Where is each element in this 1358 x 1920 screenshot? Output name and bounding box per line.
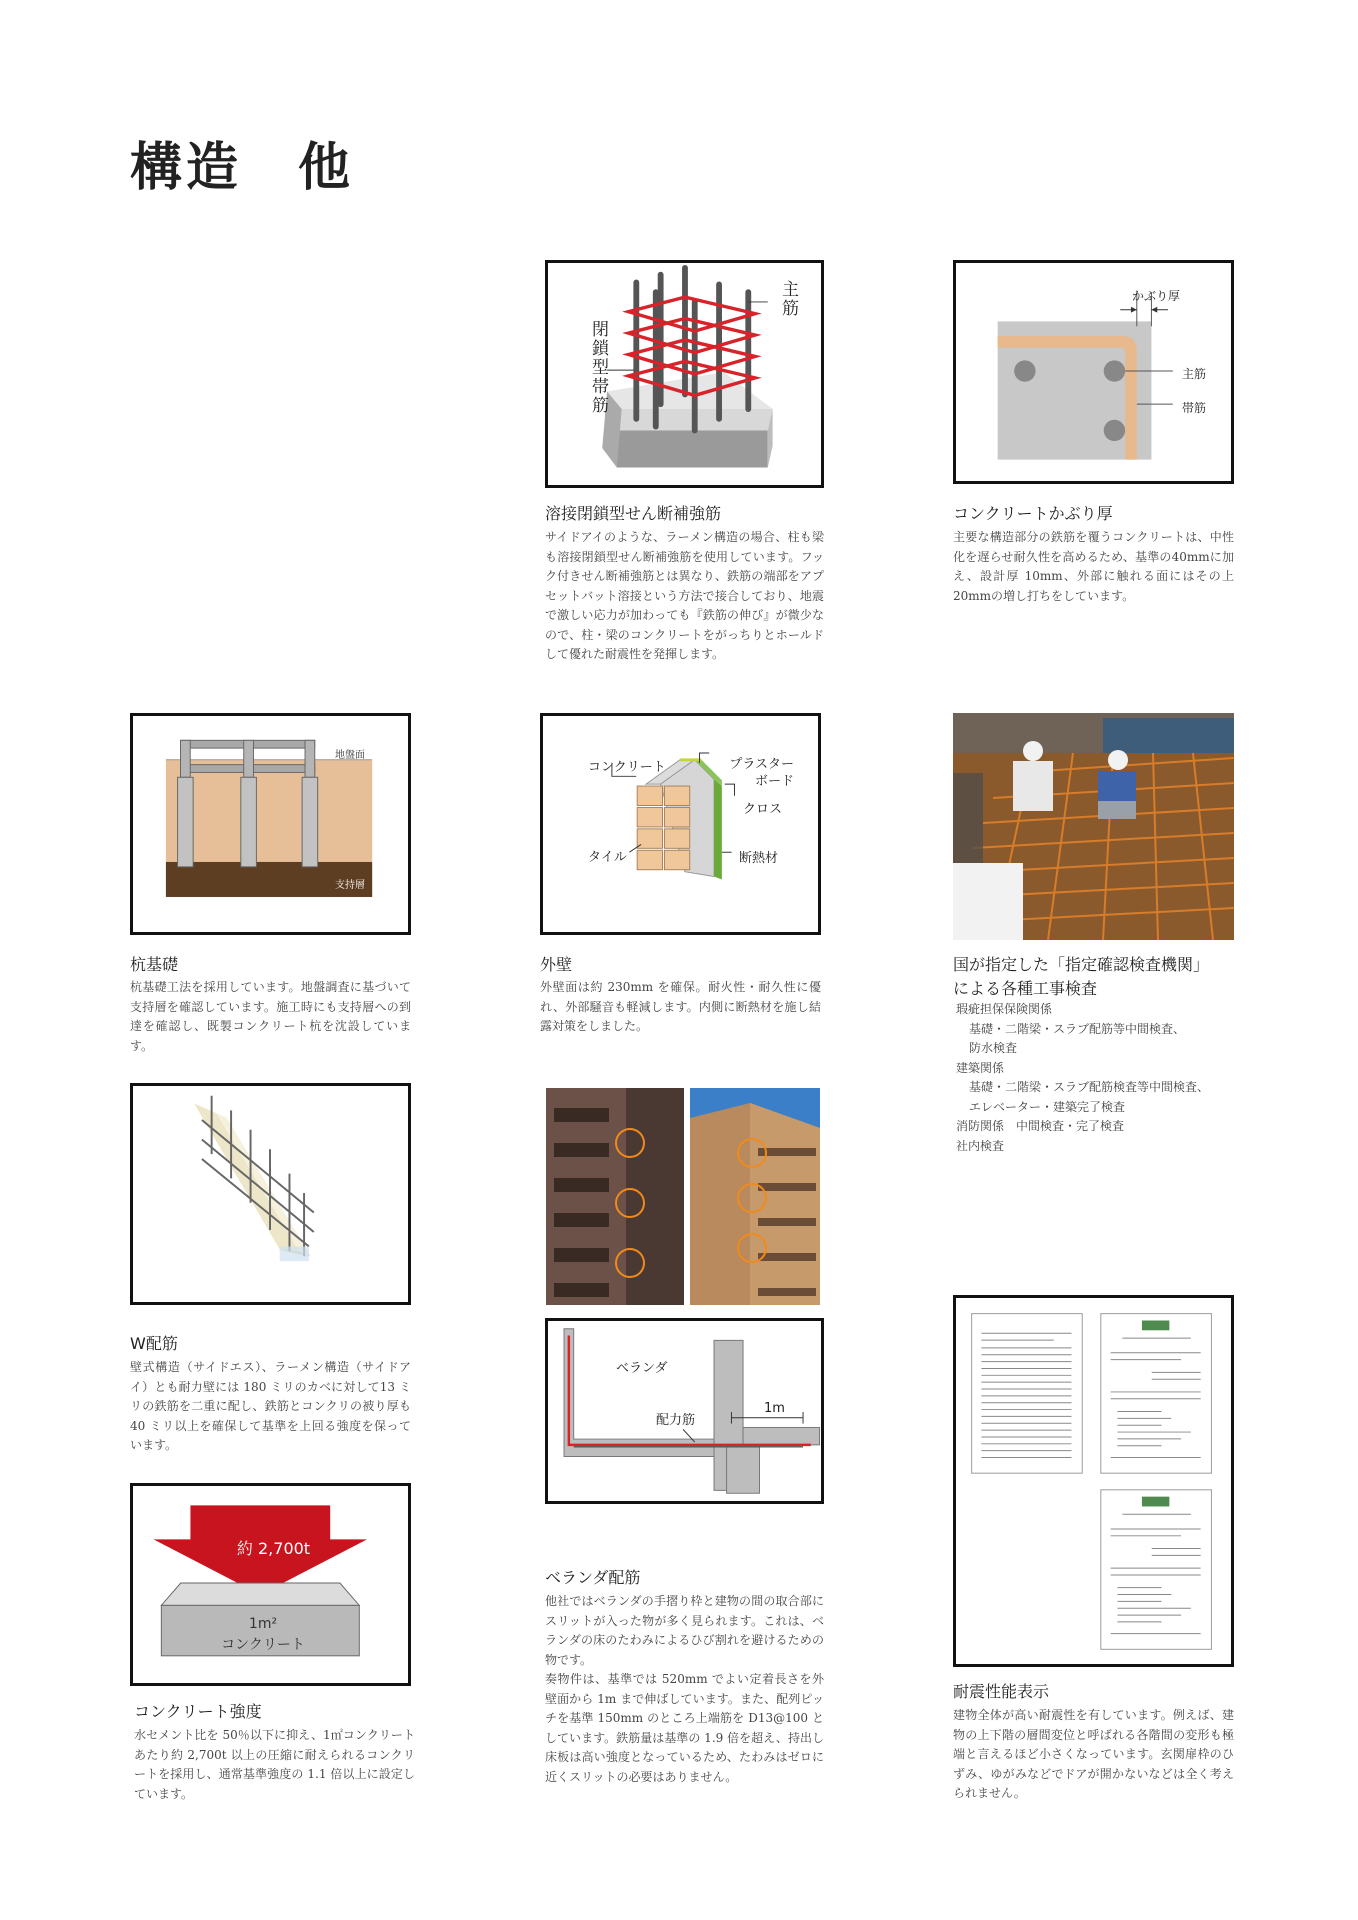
wrebar-body: 壁式構造（サイドエス）、ラーメン構造（サイドアイ）とも耐力壁には 180 ミリのカベに対して13 ミリの鉄筋を二重に配し、鉄筋とコンクリの被り厚も 40 ミリ以上を確保して基準を上回る強度を保っています。 [130,1360,411,1452]
strength-unit-label: 1m² [248,1616,278,1632]
page-title: 構造 他 [130,137,355,198]
seismic-heading: 耐震性能表示 [953,1682,1050,1701]
strength-concrete-label: コンクリート [221,1637,305,1653]
cover-hoop-label: 帯筋 [1182,401,1207,415]
rebar-heading: 溶接閉鎖型せん断補強筋 [545,504,722,523]
inspection-item: 瑕疵担保保険関係 [956,1002,1053,1016]
cover-main-label: 主筋 [1182,367,1207,381]
rebar-figure [545,260,824,488]
pile-layer-label: 支持層 [335,880,365,891]
inspection-item: 基礎・二階梁・スラブ配筋等中間検査、 [969,1021,1186,1036]
wall-plaster-label: プラスター ボード [729,757,794,789]
inspection-item: 基礎・二階梁・スラブ配筋検査等中間検査、 [969,1080,1210,1094]
seismic-figure [953,1295,1234,1667]
cover-thickness-label: かぶり厚 [1132,289,1181,303]
rebar-main-label: 主筋 [782,280,799,319]
cover-heading: コンクリートかぶり厚 [953,504,1113,523]
wall-figure [540,713,821,935]
veranda-label: ベランダ [616,1361,668,1376]
veranda-body: 他社ではベランダの手摺り枠と建物の間の取合部にスリットが入った物が多く見られます。これは、ベランダの床のたわみによるひび割れを避けるための物です。 奏物件は、基準では 520mm でよい定着長さを外壁面から 1m まで伸ばしています。また、配列ピッチを基準 150mm のところ上端筋を D13@100 としています。鉄筋量は基準の 1.9 倍を超え、持出し床板は高い強度となっているため、たわみはゼロに近くスリットの必要はありません。 [545,1594,824,1784]
cover-body: 主要な構造部分の鉄筋を覆うコンクリートは、中性化を遅らせ耐久性を高めるため、基準の40mmに加え、設計厚 10mm、外部に触れる面にはその上 20mmの増し打ちをしています。 [953,530,1234,603]
wrebar-heading: W配筋 [130,1334,178,1353]
veranda-heading: ベランダ配筋 [545,1568,641,1587]
wall-insulation-label: 断熱材 [739,851,779,866]
rebar-hoop-label: 閉鎖型帯筋 [592,320,609,416]
pile-ground-label: 地盤面 [335,750,365,761]
pile-figure [130,713,411,935]
inspection-photo [953,713,1234,940]
strength-load-label: 約 2,700t [236,1539,311,1558]
building-photo-right [690,1088,820,1305]
inspection-item: 社内検査 [956,1138,1005,1153]
strength-figure [130,1483,411,1686]
inspection-list [956,1000,1237,1156]
cover-figure [953,260,1234,484]
inspection-item: 防水検査 [969,1041,1018,1055]
pile-heading: 杭基礎 [130,955,179,974]
veranda-figure [545,1318,824,1504]
veranda-rebar-label: 配力筋 [656,1413,696,1428]
wall-concrete-label: コンクリート [588,760,666,775]
inspection-heading: 国が指定した「指定確認検査機関」 による各種工事検査 [953,955,1210,998]
pile-body: 杭基礎工法を採用しています。地盤調査に基づいて支持層を確認しています。施工時にも支持層への到達を確認し、既製コンクリート杭を沈設しています。 [130,980,411,1053]
wrebar-figure [130,1083,411,1305]
wall-heading: 外壁 [540,955,573,974]
wall-cloth-label: クロス [743,802,783,817]
inspection-item: エレベーター・建築完了検査 [969,1099,1126,1114]
building-photo-left [546,1088,684,1305]
seismic-body: 建物全体が高い耐震性を有しています。例えば、建物の上下階の層間変位と呼ばれる各階間の変形も極端と言えるほど小さくなっています。玄関扉枠のひずみ、ゆがみなどでドアが開かないなどは全く考えられません。 [953,1708,1234,1800]
strength-body: 水セメント比を 50％以下に抑え、1㎡コンクリートあたり約 2,700t 以上の圧縮に耐えられるコンクリートを採用し、通常基準強度の 1.1 倍以上に設定しています。 [134,1728,415,1801]
inspection-item: 消防関係 中間検査・完了検査 [956,1119,1125,1133]
wall-body: 外壁面は約 230mm を確保。耐火性・耐久性に優れ、外部騒音も軽減します。内側に断熱材を施し結露対策をしました。 [540,980,821,1033]
wall-tile-label: タイル [588,850,627,865]
veranda-length-label: 1m [764,1401,785,1416]
inspection-item: 建築関係 [956,1060,1005,1075]
rebar-body: サイドアイのような、ラーメン構造の場合、柱も梁も溶接閉鎖型せん断補強筋を使用しています。フック付きせん断補強筋とは異なり、鉄筋の端部をアプセットバット溶接という方法で接合しており、地震で激しい応力が加わっても『鉄筋の伸び』が微少なので、柱・梁のコンクリートをがっちりとホールドして優れた耐震性を発揮します。 [545,530,824,661]
strength-heading: コンクリート強度 [134,1702,262,1721]
